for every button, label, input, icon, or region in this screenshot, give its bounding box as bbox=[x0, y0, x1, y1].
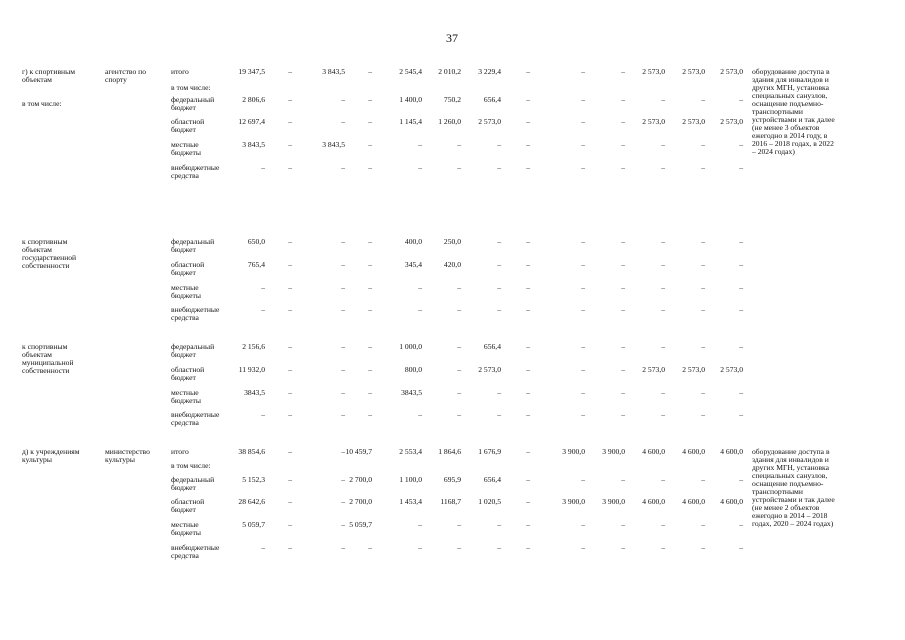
cell-value: – bbox=[526, 283, 530, 292]
cell-value: – bbox=[701, 140, 705, 149]
section-title: г) к спортивным объектам bbox=[22, 67, 75, 84]
cell-value: 1 864,6 bbox=[438, 447, 461, 456]
row-label: областной бюджет bbox=[171, 260, 205, 277]
cell-value: 2 573,0 bbox=[720, 117, 743, 126]
cell-value: – bbox=[288, 497, 292, 506]
cell-value: – bbox=[341, 95, 345, 104]
cell-value: – bbox=[621, 475, 625, 484]
cell-value: – bbox=[701, 475, 705, 484]
cell-value: – bbox=[739, 140, 743, 149]
row-label: в том числе: bbox=[171, 83, 211, 92]
cell-value: – bbox=[288, 140, 292, 149]
cell-value: – bbox=[288, 388, 292, 397]
cell-value: – bbox=[288, 520, 292, 529]
cell-value: – bbox=[261, 543, 265, 552]
cell-value: – bbox=[739, 475, 743, 484]
cell-value: 4 600,0 bbox=[642, 497, 665, 506]
cell-value: – bbox=[497, 520, 501, 529]
cell-value: – bbox=[457, 283, 461, 292]
cell-value: – bbox=[739, 342, 743, 351]
cell-value: 656,4 bbox=[483, 342, 501, 351]
executor-name: агентство по спорту bbox=[105, 67, 147, 84]
cell-value: – bbox=[288, 117, 292, 126]
cell-value: – bbox=[581, 388, 585, 397]
section-note: оборудование доступа в здания для инвалидов и других МГН, установка специальных санузлов, оснащение подъемно-транспортными устройствами и так далее (не менее 2 объектов ежегодно в 2014 – 2018 годах, 2020 – 2024 годах) bbox=[752, 447, 835, 528]
cell-value: 3 843,5 bbox=[242, 140, 265, 149]
cell-value: – bbox=[701, 305, 705, 314]
cell-value: – bbox=[288, 342, 292, 351]
cell-value: – bbox=[418, 140, 422, 149]
cell-value: – bbox=[621, 260, 625, 269]
cell-value: – bbox=[621, 410, 625, 419]
cell-value: – bbox=[739, 543, 743, 552]
cell-value: 2 573,0 bbox=[682, 67, 705, 76]
cell-value: 2 553,4 bbox=[399, 447, 422, 456]
cell-value: – bbox=[526, 342, 530, 351]
cell-value: 2 573,0 bbox=[720, 365, 743, 374]
cell-value: – bbox=[368, 305, 372, 314]
cell-value: – bbox=[341, 475, 345, 484]
cell-value: – bbox=[739, 283, 743, 292]
cell-value: – bbox=[661, 410, 665, 419]
cell-value: – bbox=[661, 388, 665, 397]
cell-value: 3 900,0 bbox=[602, 447, 625, 456]
cell-value: 345,4 bbox=[404, 260, 422, 269]
cell-value: 1 260,0 bbox=[438, 117, 461, 126]
cell-value: – bbox=[701, 260, 705, 269]
cell-value: – bbox=[497, 260, 501, 269]
cell-value: – bbox=[739, 163, 743, 172]
cell-value: – bbox=[701, 410, 705, 419]
cell-value: 19 347,5 bbox=[238, 67, 265, 76]
cell-value: – bbox=[341, 388, 345, 397]
cell-value: – bbox=[368, 140, 372, 149]
cell-value: 1 020,5 bbox=[478, 497, 501, 506]
cell-value: 2 700,0 bbox=[349, 497, 372, 506]
cell-value: – bbox=[621, 342, 625, 351]
cell-value: – bbox=[288, 95, 292, 104]
cell-value: – bbox=[341, 365, 345, 374]
cell-value: 3 843,5 bbox=[322, 67, 345, 76]
cell-value: 10 459,7 bbox=[345, 447, 372, 456]
cell-value: – bbox=[621, 365, 625, 374]
cell-value: – bbox=[621, 388, 625, 397]
cell-value: – bbox=[581, 520, 585, 529]
cell-value: – bbox=[739, 95, 743, 104]
cell-value: 2 573,0 bbox=[642, 117, 665, 126]
cell-value: 650,0 bbox=[247, 237, 265, 246]
cell-value: – bbox=[418, 283, 422, 292]
cell-value: – bbox=[661, 342, 665, 351]
row-label: областной бюджет bbox=[171, 117, 205, 134]
row-label: в том числе: bbox=[171, 461, 211, 470]
row-label: областной бюджет bbox=[171, 497, 205, 514]
cell-value: 656,4 bbox=[483, 95, 501, 104]
section-title: к спортивным объектам государственной собственности bbox=[22, 237, 77, 270]
cell-value: 1 453,4 bbox=[399, 497, 422, 506]
cell-value: – bbox=[526, 410, 530, 419]
cell-value: – bbox=[497, 163, 501, 172]
cell-value: – bbox=[418, 520, 422, 529]
cell-value: 3 900,0 bbox=[562, 497, 585, 506]
row-label: итого bbox=[171, 447, 189, 456]
cell-value: – bbox=[457, 365, 461, 374]
cell-value: 2 573,0 bbox=[642, 67, 665, 76]
cell-value: 4 600,0 bbox=[682, 497, 705, 506]
row-label: местные бюджеты bbox=[171, 283, 201, 300]
cell-value: – bbox=[368, 410, 372, 419]
cell-value: – bbox=[661, 237, 665, 246]
section-note: оборудование доступа в здания для инвалидов и других МГН, установка специальных санузлов, оснащение подъемно-транспортными устройствами и так далее (не менее 3 объектов ежегодно в 2014 году, в 2016 – 2018 годах, в 2022 – 2024 годах) bbox=[752, 67, 835, 156]
cell-value: – bbox=[368, 388, 372, 397]
cell-value: – bbox=[368, 237, 372, 246]
row-label: федеральный бюджет bbox=[171, 475, 215, 492]
cell-value: – bbox=[581, 543, 585, 552]
row-label: федеральный бюджет bbox=[171, 237, 215, 254]
cell-value: – bbox=[288, 365, 292, 374]
cell-value: – bbox=[457, 520, 461, 529]
cell-value: – bbox=[581, 365, 585, 374]
cell-value: – bbox=[288, 237, 292, 246]
cell-value: 3 900,0 bbox=[602, 497, 625, 506]
cell-value: – bbox=[526, 543, 530, 552]
row-label: федеральный бюджет bbox=[171, 95, 215, 112]
cell-value: – bbox=[661, 283, 665, 292]
cell-value: – bbox=[661, 260, 665, 269]
cell-value: 250,0 bbox=[443, 237, 461, 246]
cell-value: – bbox=[739, 305, 743, 314]
cell-value: – bbox=[739, 260, 743, 269]
cell-value: – bbox=[701, 520, 705, 529]
cell-value: – bbox=[288, 67, 292, 76]
cell-value: – bbox=[261, 283, 265, 292]
cell-value: – bbox=[621, 305, 625, 314]
cell-value: – bbox=[581, 475, 585, 484]
cell-value: – bbox=[418, 163, 422, 172]
cell-value: 2 700,0 bbox=[349, 475, 372, 484]
cell-value: 2 545,4 bbox=[399, 67, 422, 76]
cell-value: 2 156,6 bbox=[242, 342, 265, 351]
cell-value: – bbox=[621, 95, 625, 104]
cell-value: 1 400,0 bbox=[399, 95, 422, 104]
cell-value: – bbox=[621, 543, 625, 552]
cell-value: – bbox=[288, 543, 292, 552]
cell-value: – bbox=[368, 117, 372, 126]
cell-value: – bbox=[701, 95, 705, 104]
cell-value: – bbox=[457, 140, 461, 149]
cell-value: – bbox=[526, 388, 530, 397]
cell-value: – bbox=[261, 305, 265, 314]
cell-value: – bbox=[621, 67, 625, 76]
cell-value: – bbox=[621, 237, 625, 246]
cell-value: – bbox=[418, 543, 422, 552]
row-label: внебюджетные средства bbox=[171, 410, 220, 427]
cell-value: – bbox=[526, 117, 530, 126]
cell-value: 38 854,6 bbox=[238, 447, 265, 456]
cell-value: 765,4 bbox=[247, 260, 265, 269]
cell-value: – bbox=[497, 388, 501, 397]
cell-value: 1 145,4 bbox=[399, 117, 422, 126]
row-label: итого bbox=[171, 67, 189, 76]
cell-value: – bbox=[581, 342, 585, 351]
cell-value: – bbox=[288, 260, 292, 269]
cell-value: – bbox=[661, 305, 665, 314]
cell-value: – bbox=[739, 237, 743, 246]
cell-value: – bbox=[261, 410, 265, 419]
cell-value: – bbox=[341, 520, 345, 529]
cell-value: – bbox=[526, 67, 530, 76]
cell-value: – bbox=[581, 260, 585, 269]
cell-value: – bbox=[739, 410, 743, 419]
cell-value: – bbox=[581, 163, 585, 172]
cell-value: – bbox=[526, 140, 530, 149]
cell-value: 5 152,3 bbox=[242, 475, 265, 484]
cell-value: – bbox=[457, 410, 461, 419]
cell-value: – bbox=[581, 95, 585, 104]
cell-value: – bbox=[288, 447, 292, 456]
cell-value: – bbox=[457, 342, 461, 351]
cell-value: – bbox=[581, 305, 585, 314]
cell-value: – bbox=[341, 543, 345, 552]
cell-value: 4 600,0 bbox=[720, 497, 743, 506]
cell-value: – bbox=[341, 497, 345, 506]
cell-value: 420,0 bbox=[443, 260, 461, 269]
section-title: в том числе: bbox=[22, 99, 62, 108]
cell-value: 1 100,0 bbox=[399, 475, 422, 484]
cell-value: 2 573,0 bbox=[478, 365, 501, 374]
cell-value: – bbox=[368, 543, 372, 552]
cell-value: – bbox=[288, 410, 292, 419]
cell-value: – bbox=[341, 117, 345, 126]
cell-value: 4 600,0 bbox=[682, 447, 705, 456]
cell-value: – bbox=[701, 237, 705, 246]
cell-value: – bbox=[497, 410, 501, 419]
cell-value: – bbox=[418, 305, 422, 314]
cell-value: – bbox=[621, 283, 625, 292]
cell-value: – bbox=[661, 475, 665, 484]
cell-value: – bbox=[526, 305, 530, 314]
cell-value: – bbox=[581, 410, 585, 419]
cell-value: – bbox=[457, 305, 461, 314]
cell-value: – bbox=[661, 140, 665, 149]
row-label: местные бюджеты bbox=[171, 520, 201, 537]
cell-value: – bbox=[497, 305, 501, 314]
cell-value: – bbox=[701, 283, 705, 292]
cell-value: – bbox=[288, 305, 292, 314]
cell-value: 3 229,4 bbox=[478, 67, 501, 76]
cell-value: – bbox=[701, 163, 705, 172]
section-title: к спортивным объектам муниципальной собственности bbox=[22, 342, 74, 375]
cell-value: – bbox=[288, 163, 292, 172]
cell-value: 2 573,0 bbox=[642, 365, 665, 374]
cell-value: 2 806,6 bbox=[242, 95, 265, 104]
cell-value: – bbox=[497, 237, 501, 246]
cell-value: 2 573,0 bbox=[682, 365, 705, 374]
page-number: 37 bbox=[446, 31, 458, 45]
cell-value: – bbox=[368, 163, 372, 172]
cell-value: – bbox=[526, 163, 530, 172]
cell-value: – bbox=[341, 342, 345, 351]
cell-value: 1 676,9 bbox=[478, 447, 501, 456]
cell-value: – bbox=[368, 342, 372, 351]
cell-value: – bbox=[661, 520, 665, 529]
cell-value: – bbox=[526, 520, 530, 529]
cell-value: – bbox=[661, 163, 665, 172]
cell-value: – bbox=[368, 283, 372, 292]
cell-value: 2 573,0 bbox=[478, 117, 501, 126]
executor-name: министерство культуры bbox=[105, 447, 150, 464]
cell-value: 5 059,7 bbox=[242, 520, 265, 529]
cell-value: 656,4 bbox=[483, 475, 501, 484]
cell-value: – bbox=[341, 163, 345, 172]
cell-value: 4 600,0 bbox=[720, 447, 743, 456]
section-title: д) к учреждениям культуры bbox=[22, 447, 80, 464]
cell-value: – bbox=[457, 388, 461, 397]
cell-value: – bbox=[341, 305, 345, 314]
cell-value: 2 573,0 bbox=[682, 117, 705, 126]
cell-value: 695,9 bbox=[443, 475, 461, 484]
cell-value: 5 059,7 bbox=[349, 520, 372, 529]
cell-value: – bbox=[621, 140, 625, 149]
row-label: местные бюджеты bbox=[171, 140, 201, 157]
cell-value: – bbox=[341, 283, 345, 292]
cell-value: – bbox=[526, 237, 530, 246]
cell-value: – bbox=[701, 543, 705, 552]
cell-value: 800,0 bbox=[404, 365, 422, 374]
cell-value: 1168,7 bbox=[440, 497, 461, 506]
cell-value: – bbox=[526, 475, 530, 484]
cell-value: – bbox=[288, 475, 292, 484]
cell-value: – bbox=[341, 260, 345, 269]
cell-value: – bbox=[341, 410, 345, 419]
cell-value: – bbox=[581, 67, 585, 76]
cell-value: – bbox=[526, 95, 530, 104]
cell-value: – bbox=[497, 140, 501, 149]
cell-value: – bbox=[701, 342, 705, 351]
cell-value: – bbox=[261, 163, 265, 172]
cell-value: – bbox=[739, 520, 743, 529]
cell-value: – bbox=[581, 117, 585, 126]
cell-value: – bbox=[368, 365, 372, 374]
cell-value: 3 900,0 bbox=[562, 447, 585, 456]
cell-value: 2 010,2 bbox=[438, 67, 461, 76]
row-label: областной бюджет bbox=[171, 365, 205, 382]
row-label: внебюджетные средства bbox=[171, 163, 220, 180]
cell-value: – bbox=[418, 410, 422, 419]
cell-value: – bbox=[526, 260, 530, 269]
cell-value: – bbox=[661, 543, 665, 552]
cell-value: – bbox=[526, 365, 530, 374]
cell-value: – bbox=[581, 140, 585, 149]
cell-value: – bbox=[526, 447, 530, 456]
cell-value: – bbox=[581, 237, 585, 246]
cell-value: 3 843,5 bbox=[322, 140, 345, 149]
cell-value: 28 642,6 bbox=[238, 497, 265, 506]
cell-value: 4 600,0 bbox=[642, 447, 665, 456]
cell-value: 2 573,0 bbox=[720, 67, 743, 76]
cell-value: – bbox=[621, 117, 625, 126]
cell-value: – bbox=[526, 497, 530, 506]
cell-value: 12 697,4 bbox=[238, 117, 265, 126]
cell-value: – bbox=[368, 95, 372, 104]
cell-value: 1 000,0 bbox=[399, 342, 422, 351]
cell-value: – bbox=[739, 388, 743, 397]
cell-value: – bbox=[457, 163, 461, 172]
cell-value: – bbox=[368, 260, 372, 269]
row-label: внебюджетные средства bbox=[171, 305, 220, 322]
cell-value: – bbox=[497, 283, 501, 292]
row-label: местные бюджеты bbox=[171, 388, 201, 405]
row-label: внебюджетные средства bbox=[171, 543, 220, 560]
cell-value: 400,0 bbox=[404, 237, 422, 246]
cell-value: – bbox=[288, 283, 292, 292]
cell-value: – bbox=[457, 543, 461, 552]
cell-value: – bbox=[497, 543, 501, 552]
row-label: федеральный бюджет bbox=[171, 342, 215, 359]
cell-value: 3843,5 bbox=[244, 388, 265, 397]
cell-value: 750,2 bbox=[443, 95, 461, 104]
cell-value: – bbox=[581, 283, 585, 292]
cell-value: 3843,5 bbox=[401, 388, 422, 397]
cell-value: – bbox=[661, 95, 665, 104]
cell-value: – bbox=[621, 520, 625, 529]
cell-value: – bbox=[341, 237, 345, 246]
cell-value: 11 932,0 bbox=[238, 365, 265, 374]
cell-value: – bbox=[621, 163, 625, 172]
cell-value: – bbox=[341, 447, 345, 456]
cell-value: – bbox=[368, 67, 372, 76]
cell-value: – bbox=[701, 388, 705, 397]
